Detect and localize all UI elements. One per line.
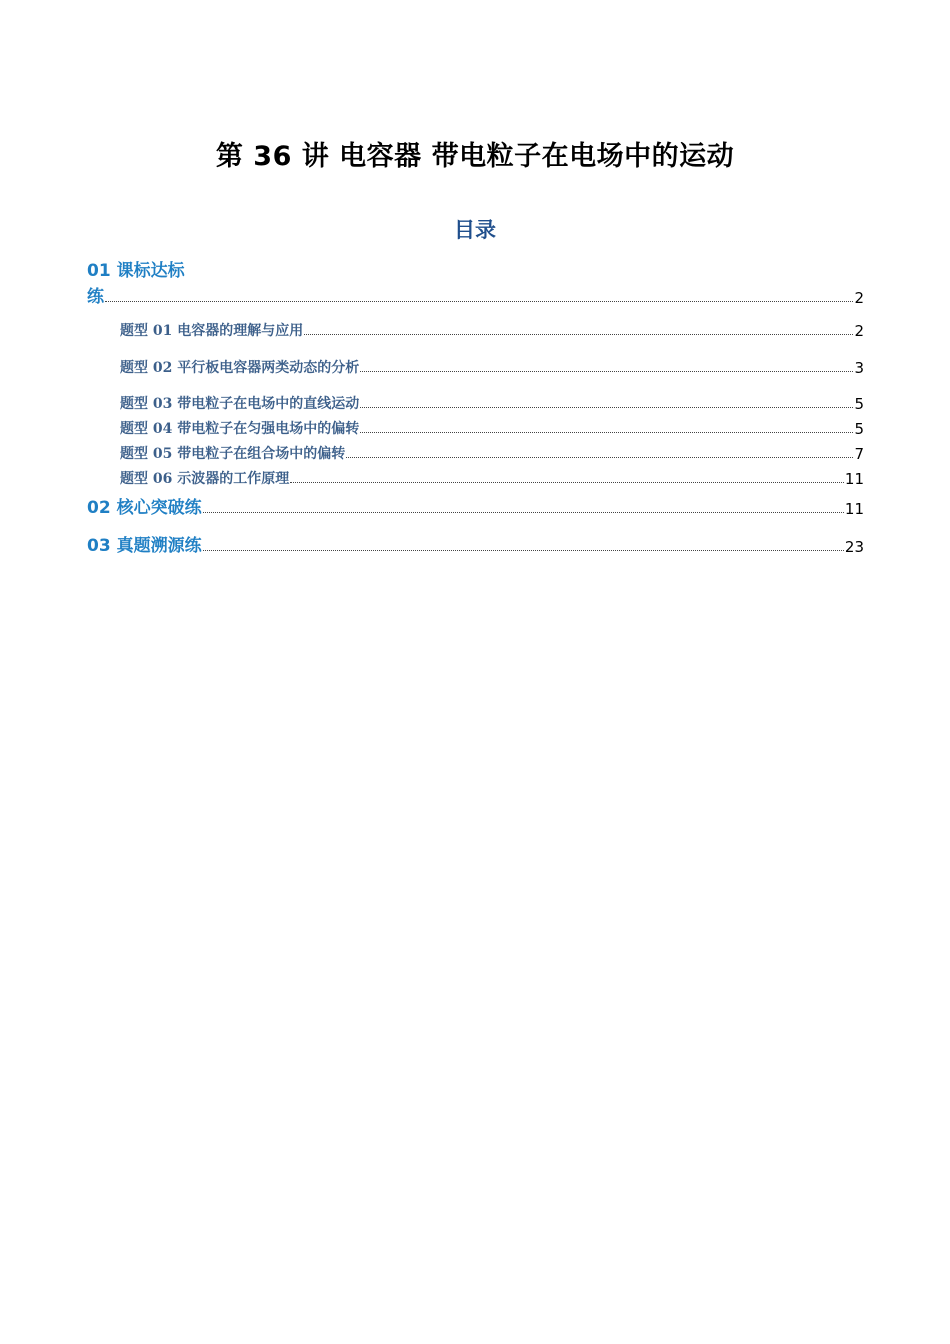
toc-page-number: 2 xyxy=(854,289,864,307)
toc-entry-section-1[interactable] xyxy=(87,282,864,307)
toc-section-1-label-line2: 练 xyxy=(87,287,104,307)
toc-leader xyxy=(360,406,853,408)
toc-leader xyxy=(203,549,844,551)
toc-item-label: 题型 01 电容器的理解与应用 xyxy=(120,323,304,339)
toc-page-number: 11 xyxy=(844,500,864,518)
toc-item-label: 题型 04 带电粒子在匀强电场中的偏转 xyxy=(120,421,360,437)
toc-page-number: 11 xyxy=(844,470,864,488)
toc-page-number: 2 xyxy=(854,322,864,340)
toc-leader xyxy=(304,333,853,335)
toc-page-number: 7 xyxy=(854,445,864,463)
toc-page-number: 5 xyxy=(854,395,864,413)
toc-entry-item-4[interactable] xyxy=(120,418,864,438)
toc-entry-section-3[interactable] xyxy=(87,531,864,556)
toc-entry-item-6[interactable] xyxy=(120,468,864,488)
toc-page-number: 23 xyxy=(844,538,864,556)
toc-section-label: 03 真题溯源练 xyxy=(87,536,202,556)
toc-entry-item-3[interactable] xyxy=(120,393,864,413)
toc-leader xyxy=(290,481,844,483)
toc-leader xyxy=(360,370,853,372)
document-title: 第 36 讲 电容器 带电粒子在电场中的运动 xyxy=(215,141,735,172)
toc-item-label: 题型 05 带电粒子在组合场中的偏转 xyxy=(120,446,346,462)
toc-entry-section-2[interactable] xyxy=(87,493,864,518)
toc-heading: 目录 xyxy=(454,218,496,242)
toc-entry-item-2[interactable] xyxy=(120,357,864,377)
toc-leader xyxy=(105,300,853,302)
toc-leader xyxy=(203,511,844,513)
toc-section-1-label-line1[interactable]: 01 课标达标 xyxy=(87,261,185,281)
toc-leader xyxy=(360,431,853,433)
toc-entry-item-1[interactable] xyxy=(120,320,864,340)
toc-item-label: 题型 02 平行板电容器两类动态的分析 xyxy=(120,360,360,376)
toc-item-label: 题型 03 带电粒子在电场中的直线运动 xyxy=(120,396,360,412)
toc-entry-item-5[interactable] xyxy=(120,443,864,463)
toc-page-number: 5 xyxy=(854,420,864,438)
toc-section-label: 02 核心突破练 xyxy=(87,498,202,518)
toc-item-label: 题型 06 示波器的工作原理 xyxy=(120,471,290,487)
toc-page-number: 3 xyxy=(854,359,864,377)
toc-leader xyxy=(346,456,853,458)
